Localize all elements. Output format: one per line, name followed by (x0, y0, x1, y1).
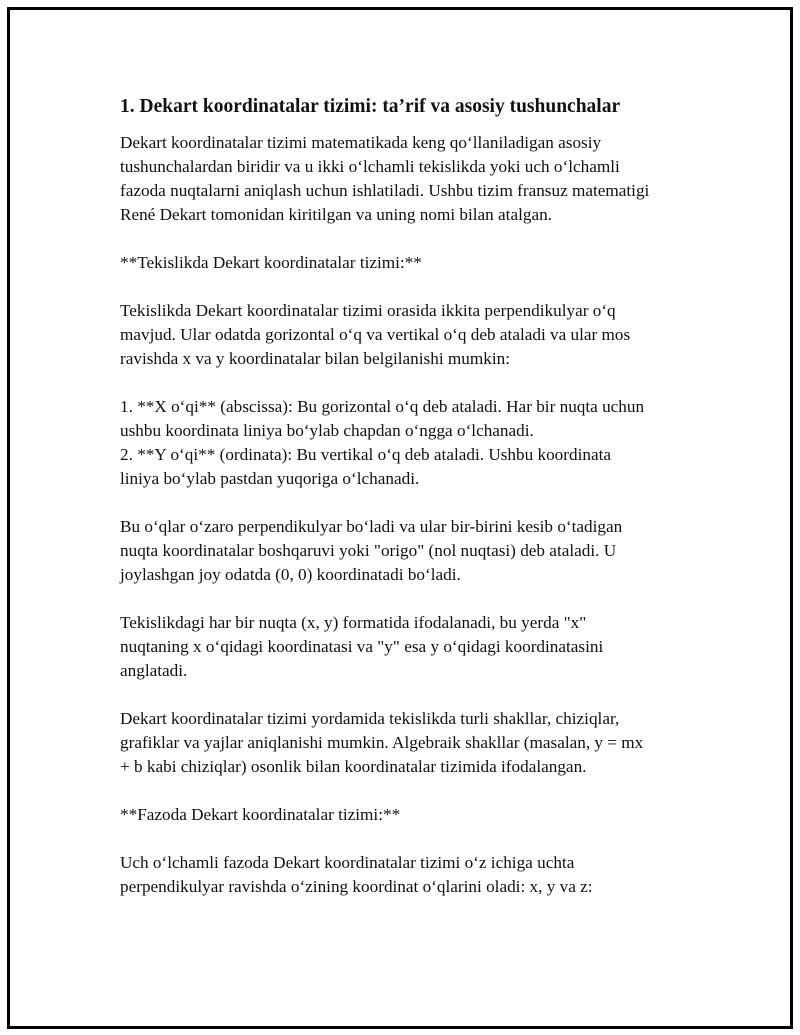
text-line: Uch oʻlchamli fazoda Dekart koordinatalar tizimi oʻz ichiga uchta (120, 853, 575, 872)
text-line: nuqta koordinatalar boshqaruvi yoki "origo" (nol nuqtasi) deb ataladi. U (120, 541, 617, 560)
axes-list (120, 395, 710, 491)
text-line: Dekart koordinatalar tizimi yordamida tekislikda turli shakllar, chiziqlar, (120, 709, 620, 728)
paragraph-space-axes (120, 851, 710, 899)
text-line: Tekislikda Dekart koordinatalar tizimi orasida ikkita perpendikulyar oʻq (120, 301, 616, 320)
paragraph-shapes (120, 707, 710, 779)
text-line: grafiklar va yajlar aniqlanishi mumkin. Algebraik shakllar (masalan, y = mx (120, 733, 644, 752)
section-heading: 1. Dekart koordinatalar tizimi: ta’rif va asosiy tushunchalar (120, 96, 621, 117)
text-line: fazoda nuqtalarni aniqlash uchun ishlatiladi. Ushbu tizim fransuz matematigi (120, 181, 650, 200)
subheading-plane (120, 251, 710, 275)
text-line: anglatadi. (120, 661, 188, 680)
text-line: **Tekislikda Dekart koordinatalar tizimi:** (120, 253, 422, 272)
text-line: mavjud. Ular odatda gorizontal oʻq va vertikal oʻq deb ataladi va ular mos (120, 325, 631, 344)
text-line: Bu oʻqlar oʻzaro perpendikulyar boʻladi va ular bir-birini kesib oʻtadigan (120, 517, 623, 536)
text-line: René Dekart tomonidan kiritilgan va uning nomi bilan atalgan. (120, 205, 552, 224)
list-item-text: liniya boʻylab pastdan yuqoriga oʻlchanadi. (120, 469, 420, 488)
text-line: Tekislikdagi har bir nuqta (x, y) formatida ifodalanadi, bu yerda "x" (120, 613, 587, 632)
paragraph-intro (120, 131, 710, 227)
list-item-text: ushbu koordinata liniya boʻylab chapdan oʻngga oʻlchanadi. (120, 421, 534, 440)
text-line: joylashgan joy odatda (0, 0) koordinatadi boʻladi. (120, 565, 461, 584)
subheading-space (120, 803, 710, 827)
text-line: + b kabi chiziqlar) osonlik bilan koordinatalar tizimida ifodalangan. (120, 757, 587, 776)
list-item-text: 1. **X oʻqi** (abscissa): Bu gorizontal oʻq deb ataladi. Har bir nuqta uchun (120, 397, 645, 416)
text-line: ravishda x va y koordinatalar bilan belgilanishi mumkin: (120, 349, 510, 368)
text-line: nuqtaning x oʻqidagi koordinatasi va "y" esa y oʻqidagi koordinatasini (120, 637, 604, 656)
document-body (120, 93, 710, 923)
page-frame (7, 7, 793, 1029)
text-line: Dekart koordinatalar tizimi matematikada keng qoʻllaniladigan asosiy (120, 133, 602, 152)
list-item-text: 2. **Y oʻqi** (ordinata): Bu vertikal oʻq deb ataladi. Ushbu koordinata (120, 445, 611, 464)
text-line: tushunchalardan biridir va u ikki oʻlchamli tekislikda yoki uch oʻlchamli (120, 157, 620, 176)
paragraph-plane-axes (120, 299, 710, 371)
text-line: perpendikulyar ravishda oʻzining koordinat oʻqlarini oladi: x, y va z: (120, 877, 593, 896)
text-line: **Fazoda Dekart koordinatalar tizimi:** (120, 805, 401, 824)
paragraph-origin (120, 515, 710, 587)
paragraph-point-format (120, 611, 710, 683)
